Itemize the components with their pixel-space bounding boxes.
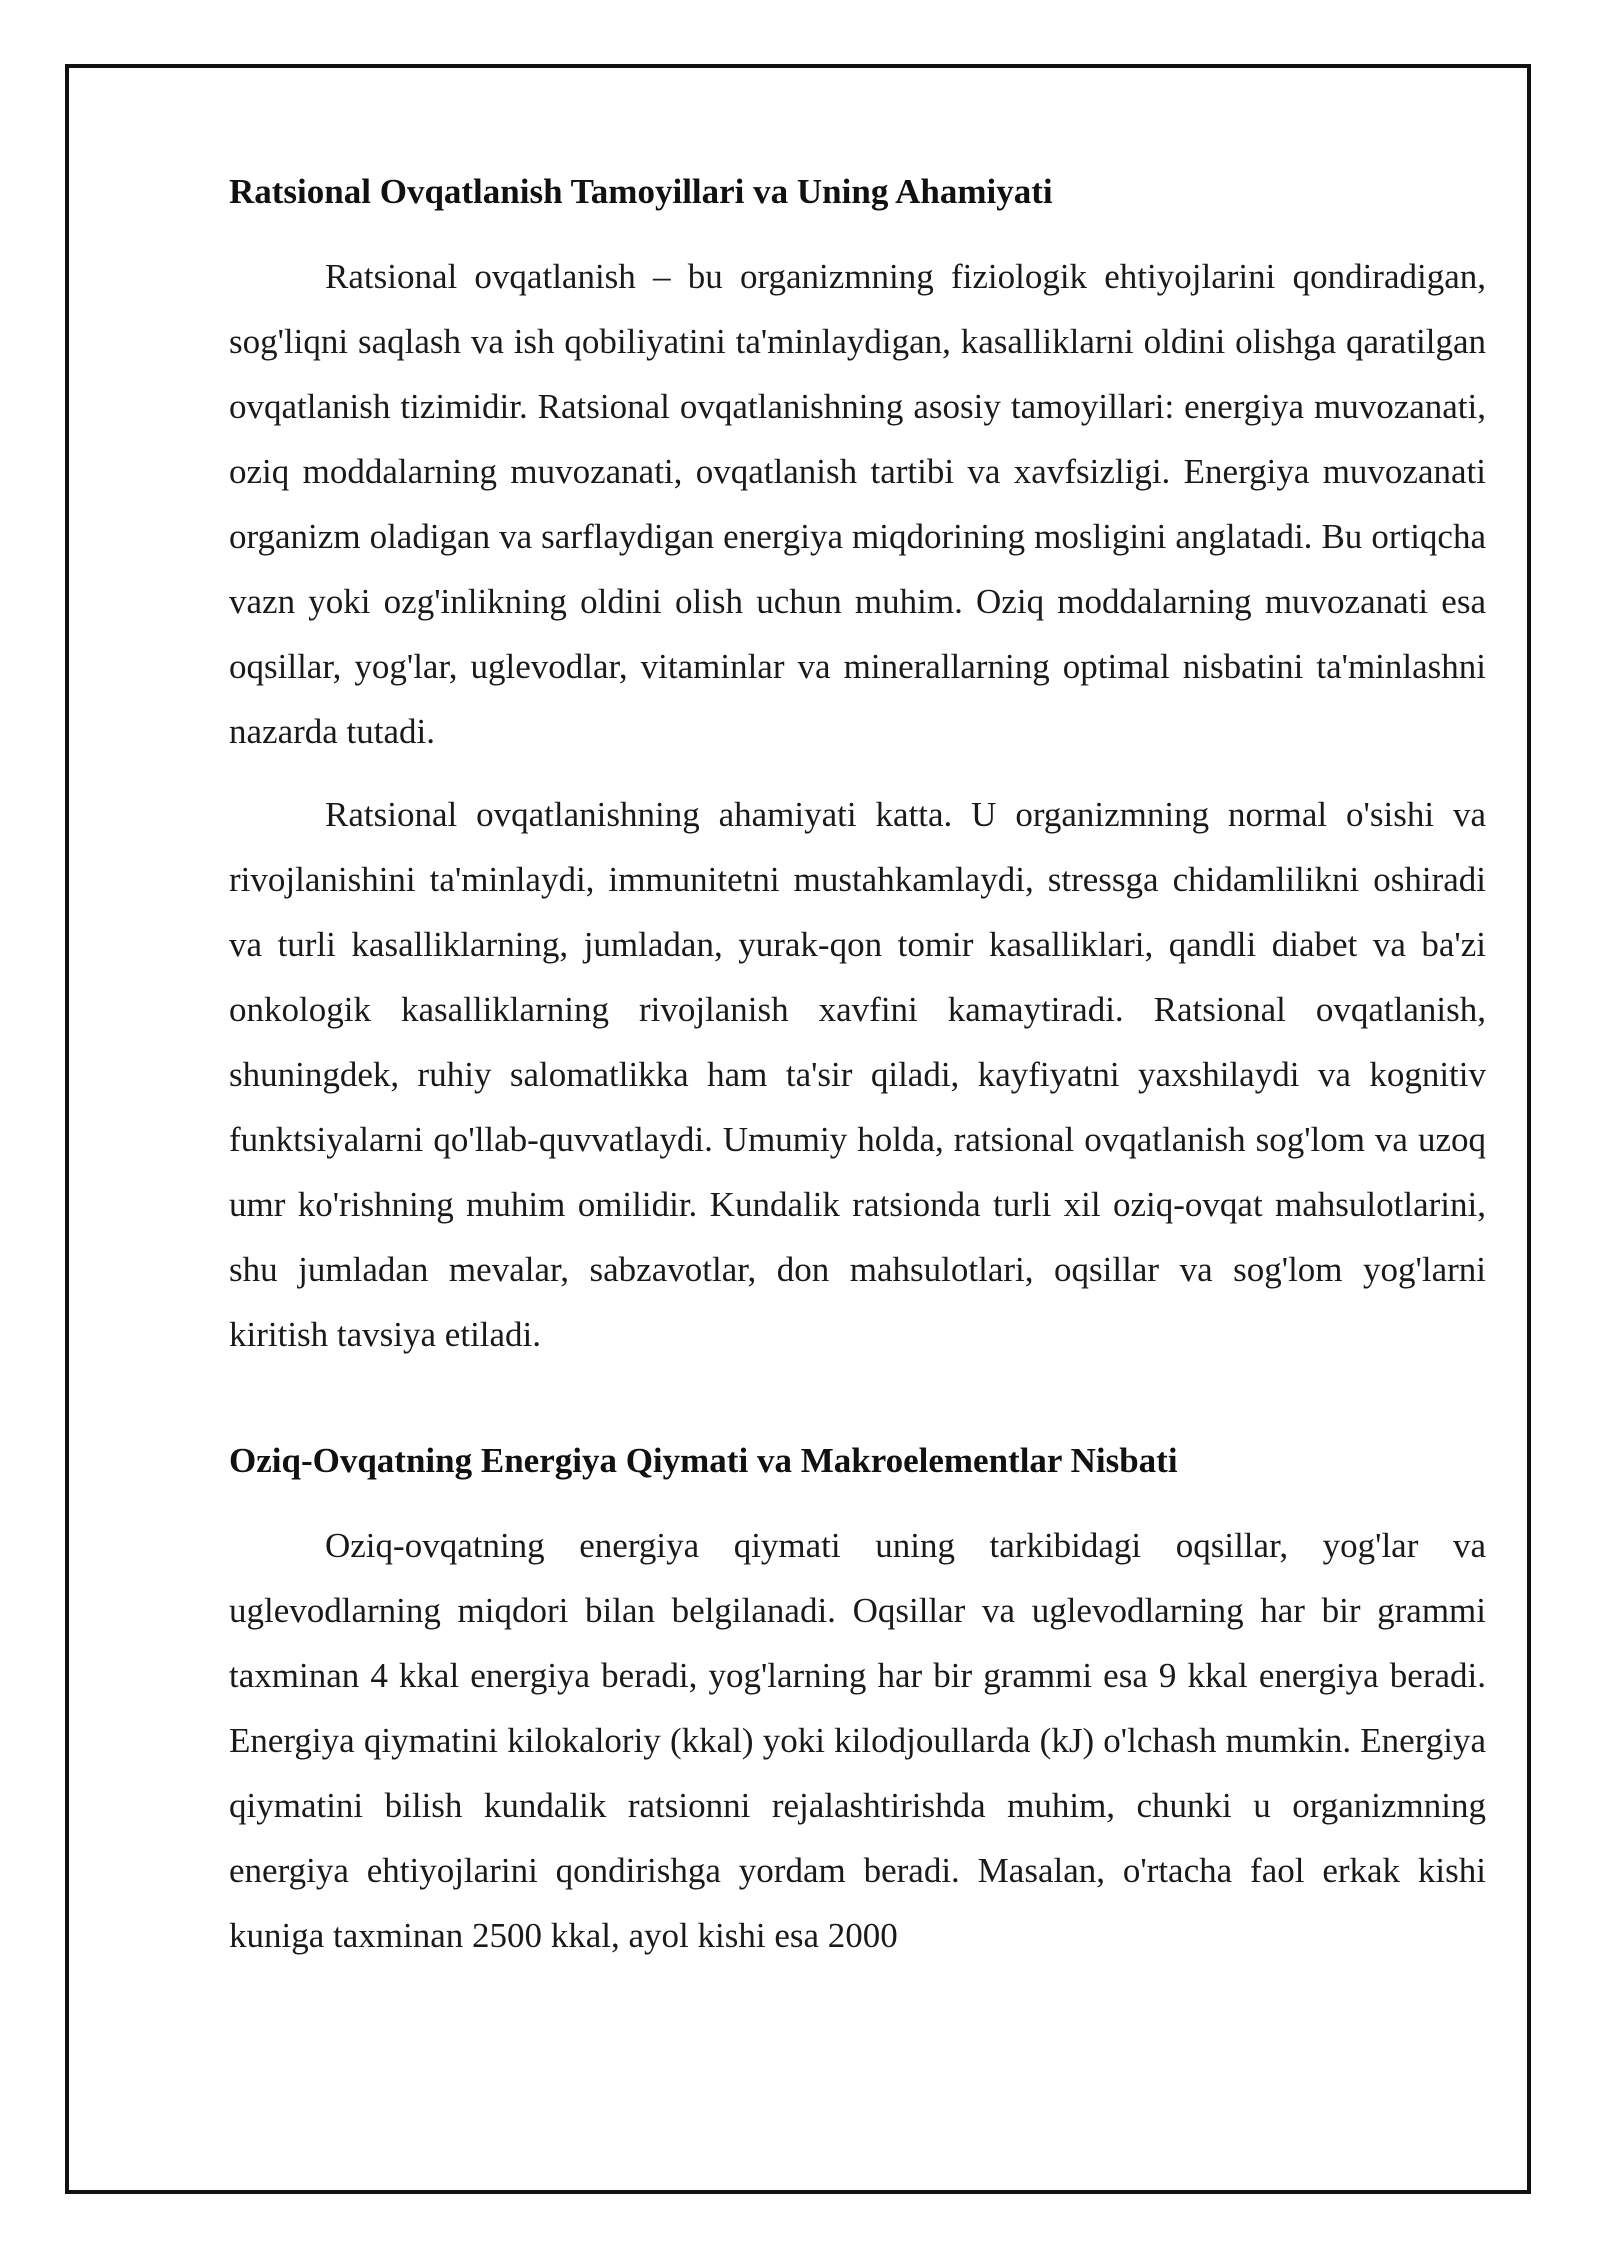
- section-heading-rational-nutrition: Ratsional Ovqatlanish Tamoyillari va Uning Ahamiyati: [229, 172, 1053, 211]
- paragraph-rational-nutrition-importance: Ratsional ovqatlanishning ahamiyati katta. U organizmning normal o'sishi va rivojlanishini ta'minlaydi, immunitetni mustahkamlaydi, stressga chidamlilikni oshiradi va turli kasalliklarning, jumladan, yurak-qon tomir kasalliklari, qandli diabet va ba'zi onkologik kasalliklarning rivojlanish xavfini kamaytiradi. Ratsional ovqatlanish, shuningdek, ruhiy salomatlikka ham ta'sir qiladi, kayfiyatni yaxshilaydi va kognitiv funktsiyalarni qo'llab-quvvatlaydi. Umumiy holda, ratsional ovqatlanish sog'lom va uzoq umr ko'rishning muhim omilidir. Kundalik ratsionda turli xil oziq-ovqat mahsulotlarini, shu jumladan mevalar, sabzavotlar, don mahsulotlari, oqsillar va sog'lom yog'larni kiritish tavsiya etiladi.: [229, 795, 1486, 1354]
- section-heading-energy-value: Oziq-Ovqatning Energiya Qiymati va Makroelementlar Nisbati: [229, 1441, 1178, 1480]
- paragraph-rational-nutrition-definition: Ratsional ovqatlanish – bu organizmning fiziologik ehtiyojlarini qondiradigan, sog'liqni saqlash va ish qobiliyatini ta'minlaydigan, kasalliklarni oldini olishga qaratilgan ovqatlanish tizimidir. Ratsional ovqatlanishning asosiy tamoyillari: energiya muvozanati, oziq moddalarning muvozanati, ovqatlanish tartibi va xavfsizligi. Energiya muvozanati organizm oladigan va sarflaydigan energiya miqdorining mosligini anglatadi. Bu ortiqcha vazn yoki ozg'inlikning oldini olish uchun muhim. Oziq moddalarning muvozanati esa oqsillar, yog'lar, uglevodlar, vitaminlar va minerallarning optimal nisbatini ta'minlashni nazarda tutadi.: [229, 257, 1486, 751]
- paragraph-energy-value: Oziq-ovqatning energiya qiymati uning tarkibidagi oqsillar, yog'lar va uglevodlarning miqdori bilan belgilanadi. Oqsillar va uglevodlarning har bir grammi taxminan 4 kkal energiya beradi, yog'larning har bir grammi esa 9 kkal energiya beradi. Energiya qiymatini kilokaloriy (kkal) yoki kilodjoullarda (kJ) o'lchash mumkin. Energiya qiymatini bilish kundalik ratsionni rejalashtirishda muhim, chunki u organizmning energiya ehtiyojlarini qondirishga yordam beradi. Masalan, o'rtacha faol erkak kishi kuniga taxminan 2500 kkal, ayol kishi esa 2000: [229, 1526, 1486, 1955]
- document-body: [229, 170, 1486, 1968]
